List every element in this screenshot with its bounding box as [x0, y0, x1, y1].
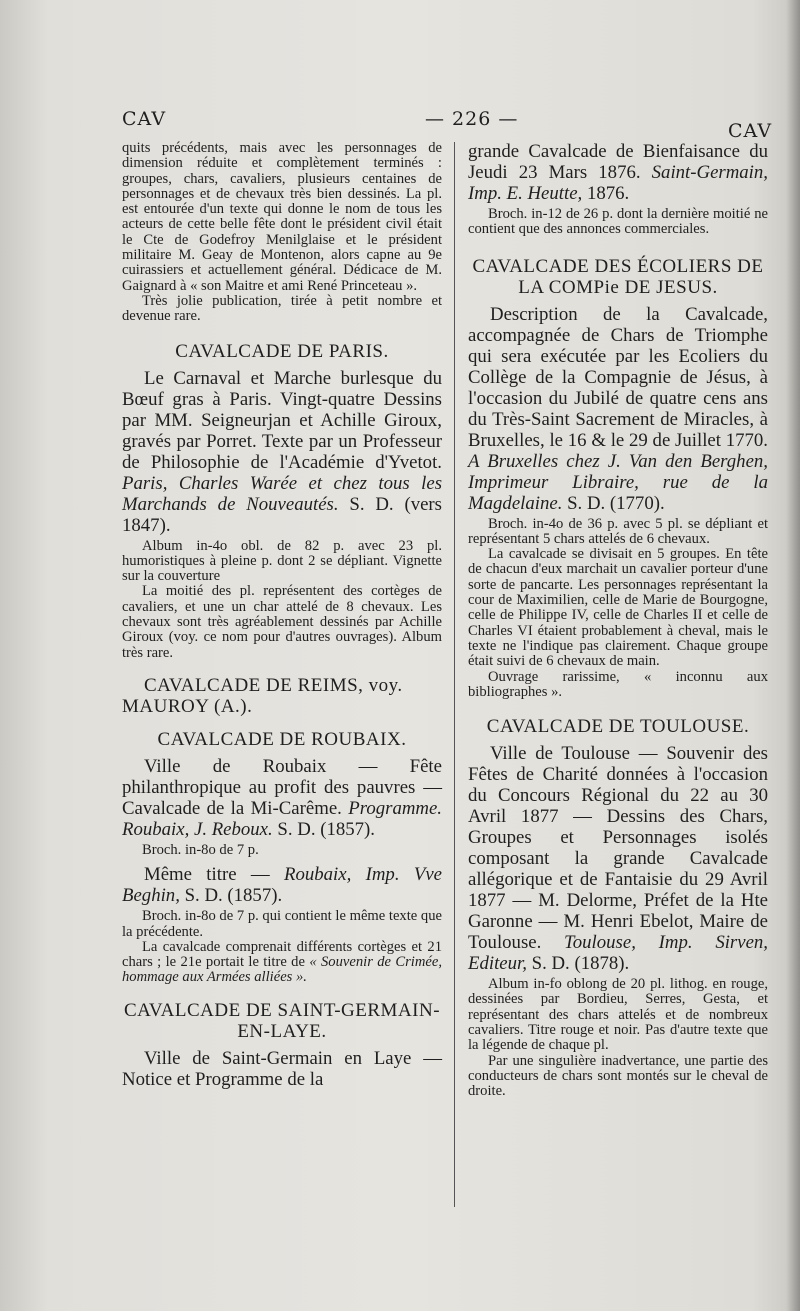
entry-title-ecoliers: Description de la Cavalcade, accompagnée de Chars de Triomphe qui sera exécutée par les Ecoliers du Collège de la Compagnie de Jésus, à l'occasion du Jubilé de quatre cens ans du Très-Saint Sacrement de Miracles, à Bruxelles, le 16 & le 29 de Juillet 1770. A Bruxelles chez J. Van den Berghen, Imprimeur Libraire, rue de la Magdelaine. S. D. (1770). [468, 303, 768, 514]
entry-description: Broch. in-8o de 7 p. [142, 841, 259, 858]
entry-description: Très jolie publication, tirée à petit nombre et devenue rare. [122, 292, 442, 325]
entry-description: Broch. in-12 de 26 p. dont la dernière moitié ne contient que des annonces commerciales. [468, 206, 768, 238]
entry-description: La moitié des pl. représentent des cortèges de cavaliers, et une un char attelé de 8 chevaux. Les chevaux sont très agréablement dessinés par Achille Giroux (voy. ce nom pour d'autres ouvrages). Album très rare. [122, 583, 442, 661]
column-divider [454, 142, 455, 1207]
running-head-right: CAV [728, 120, 773, 142]
entry-description: Broch. in-4o de 36 p. avec 5 pl. se dépliant et représentant 5 chars attelés de 6 chevaux. [468, 515, 768, 547]
entry-description: Album in-4o obl. de 82 p. avec 23 pl. humoristiques à pleine p. dont 2 se dépliant. Vignette sur la couverture [122, 537, 442, 585]
page-edge-shadow [786, 0, 800, 1311]
entry-description: Par une singulière inadvertance, une partie des conducteurs de chars sont montés sur le cheval de droite. [468, 1052, 768, 1100]
entry-title-continued: grande Cavalcade de Bienfaisance du Jeudi 23 Mars 1876. Saint-Germain, Imp. E. Heutte, 1876. [468, 141, 768, 204]
entry-description: La cavalcade comprenait différents cortèges et 21 chars ; le 21e portait le titre de « Souvenir de Crimée, hommage aux Armées alliées ». [122, 938, 442, 986]
entry-title-toulouse: Ville de Toulouse — Souvenir des Fêtes de Charité données à l'occasion du Concours Régional du 22 au 30 Avril 1877 — Dessins des Chars, Groupes et Personnages isolés composant la grande Cavalcade allégorique et de Fantaisie du 29 Avril 1877 — M. Delorme, Préfet de la Hte Garonne — M. Henri Ebelot, Maire de Toulouse. Toulouse, Imp. Sirven, Editeur, S. D. (1878). [468, 743, 768, 975]
entry-title-roubaix-2: Même titre — Roubaix, Imp. Vve Beghin, S. D. (1857). [122, 864, 442, 907]
page-number: — 226 — [425, 108, 519, 130]
entry-heading-roubaix: CAVALCADE DE ROUBAIX. [157, 728, 407, 750]
entry-title-roubaix: Ville de Roubaix — Fête philanthropique au profit des pauvres — Cavalcade de la Mi-Carême. Programme. Roubaix, J. Reboux. S. D. (1857). [122, 755, 442, 840]
entry-description: Broch. in-8o de 7 p. qui contient le même texte que la précédente. [122, 908, 442, 940]
entry-description: La cavalcade se divisait en 5 groupes. En tête de chacun d'eux marchait un cavalier porteur d'une sorte de pancarte. Les personnages représentant la cour de Maximilien, celle de Marie de Bourgogne, celle de Philippe IV, celle de Charles II et celle de Charles VI étaient probablement à cheval, mais le texte ne l'indique pas clairement. Chaque groupe était suivi de 6 chevaux de main. [468, 546, 768, 670]
entry-title-saint-germain: Ville de Saint-Germain en Laye — Notice et Programme de la [122, 1047, 442, 1090]
running-head-left: CAV [122, 108, 167, 130]
entry-description: Album in-fo oblong de 20 pl. lithog. en rouge, dessinées par Bordieu, Serres, Gesta, et représentant des chars attelés et de nombreux cavaliers. Titre rouge et noir. Pas d'autre texte que la légende de chaque pl. [468, 976, 768, 1054]
entry-heading-reims: CAVALCADE DE REIMS, voy. MAUROY (A.). [122, 674, 403, 717]
entry-heading-ecoliers: CAVALCADE DES ÉCOLIERS DE LA COMPie DE JESUS. [472, 255, 764, 298]
entry-title-paris: Le Carnaval et Marche burlesque du Bœuf gras à Paris. Vingt-quatre Dessins par MM. Seigneurjan et Achille Giroux, gravés par Porret. Texte par un Professeur de Philosophie de l'Académie d'Yvetot. Paris, Charles Warée et chez tous les Marchands de Nouveautés. S. D. (vers 1847). [122, 367, 442, 536]
entry-heading-paris: CAVALCADE DE PARIS. [175, 340, 389, 362]
entry-heading-toulouse: CAVALCADE DE TOULOUSE. [486, 716, 750, 738]
right-column [468, 141, 768, 1100]
entry-description: Ouvrage rarissime, « inconnu aux bibliographes ». [468, 668, 768, 700]
left-column [122, 141, 442, 1090]
entry-heading-saint-germain: CAVALCADE DE SAINT-GERMAIN-EN-LAYE. [123, 999, 441, 1042]
entry-description: quits précédents, mais avec les personnages de dimension réduite et complètement terminés : groupes, chars, cavaliers, plusieurs centaines de personnages et de chevaux très bien dessinés. La pl. est entourée d'un texte qui donne le nom de tous les acteurs de cette belle fête dont le président civil était le Cte de Godefroy Menilglaise et le président militaire M. Geay de Montenon, alors capne au 9e cuirassiers et actuellement général. Dédicace de M. Gaignard à « son Maitre et ami René Princeteau ». [122, 140, 442, 294]
